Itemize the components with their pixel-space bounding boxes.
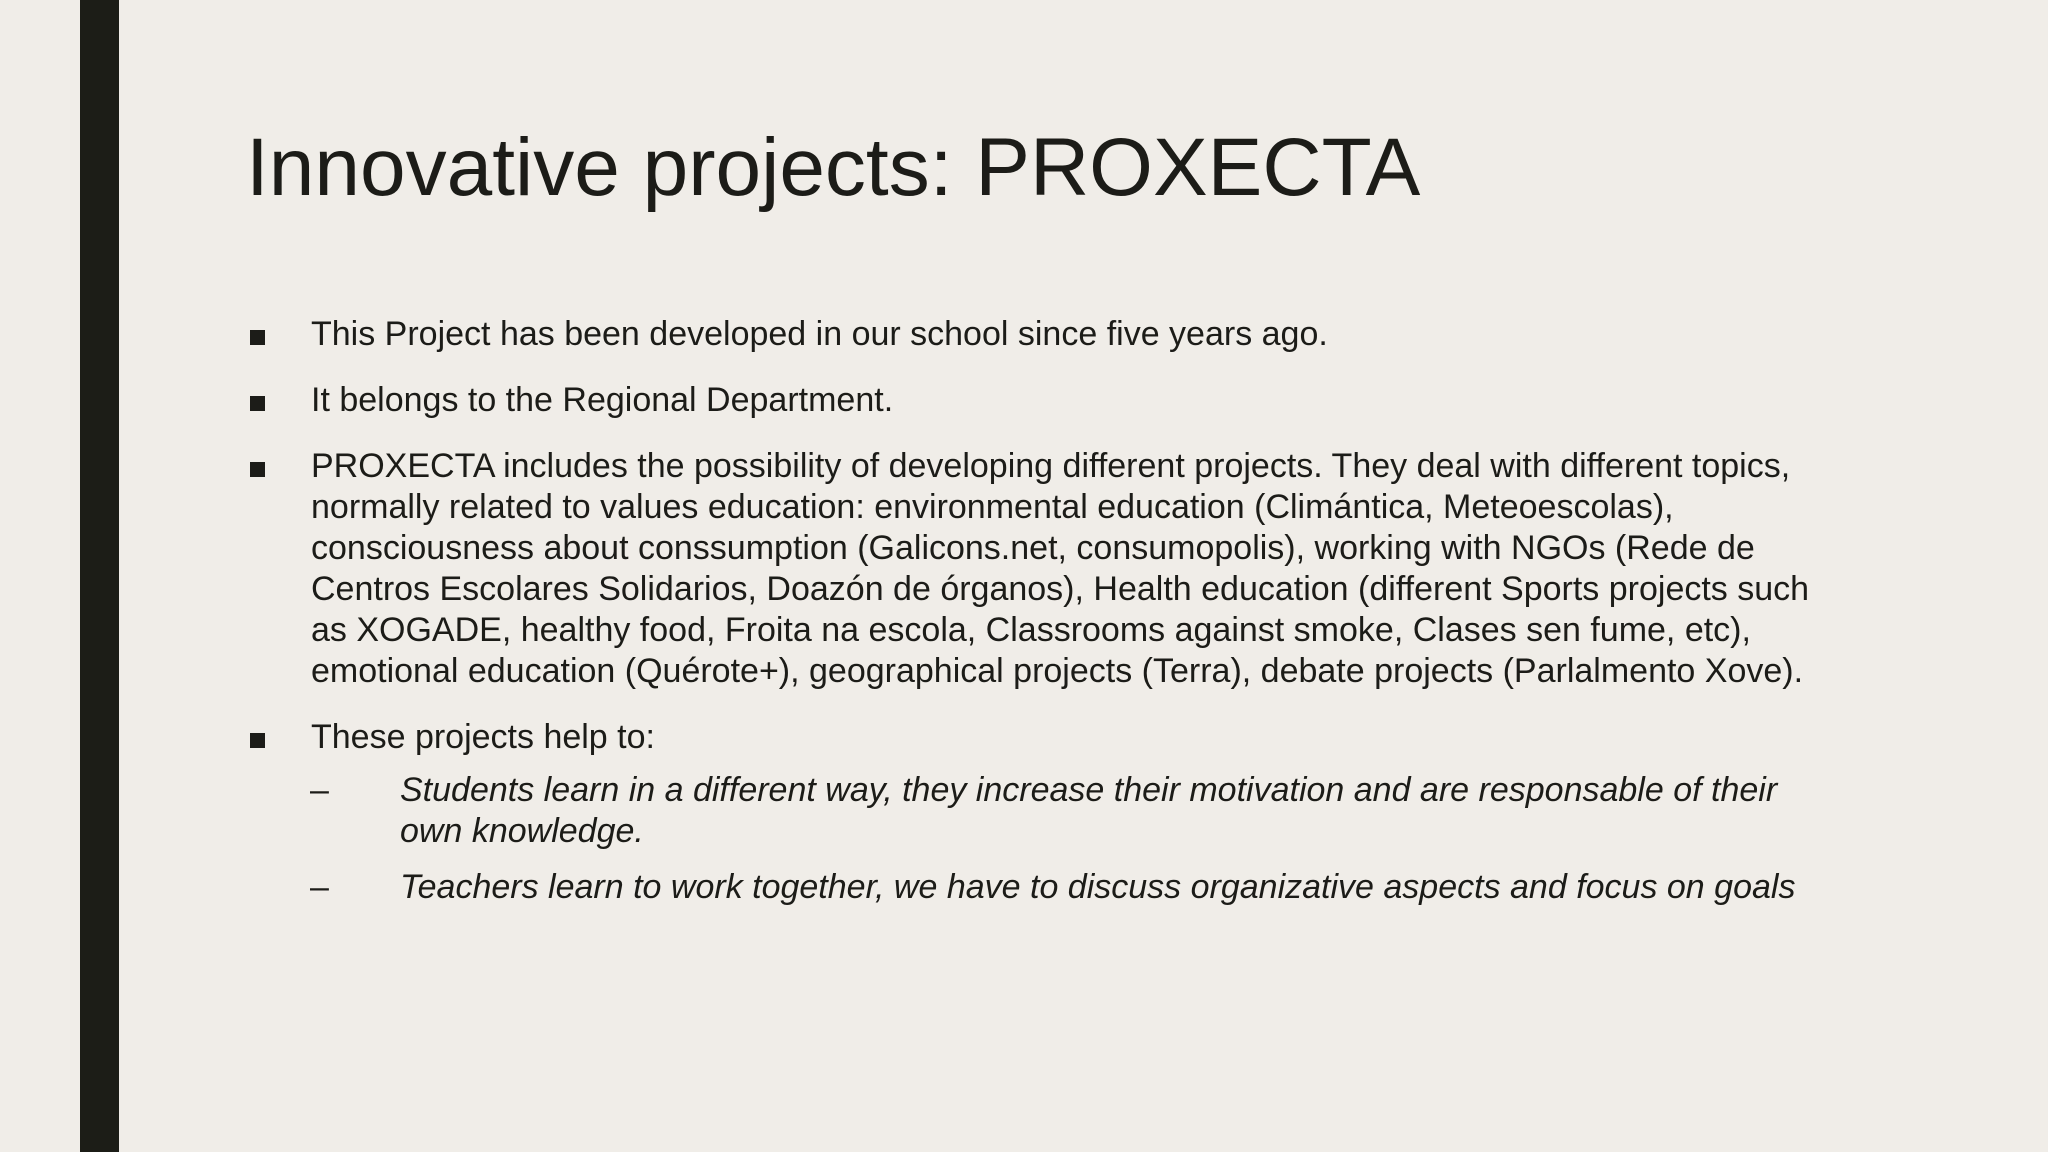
square-bullet-icon [250,733,265,748]
sub-bullet-text: Teachers learn to work together, we have to discuss organizative aspects and focus on goals [400,868,1796,906]
bullet-text: PROXECTA includes the possibility of developing different projects. They deal with different topics, normally related to values education: environmental education (Climántica, Meteoescolas), consciousness about conssumption (Galicons.net, consumopolis), working with NGOs (Rede de Centros Escolares Solidarios, Doazón de órganos), Health education (different Sports projects such as XOGADE, healthy food, Froita na escola, Classrooms against smoke, Clases sen fume, etc), emotional education (Quérote+), geographical projects (Terra), debate projects (Parlalmento Xove). [311,447,1810,690]
sub-bullet-list [311,770,1826,908]
bullet-item [246,380,1826,421]
slide-content [246,314,1826,933]
bullet-text: This Project has been developed in our school since five years ago. [311,315,1328,353]
bullet-item [246,446,1826,692]
square-bullet-icon [250,330,265,345]
sub-bullet-text: Students learn in a different way, they increase their motivation and are responsable of their own knowledge. [400,771,1778,850]
bullet-item [246,314,1826,355]
sub-bullet-item [311,867,1826,908]
sub-bullet-item [311,770,1826,852]
accent-bar [80,0,119,1152]
dash-bullet-icon: – [310,771,329,809]
bullet-item [246,717,1826,908]
square-bullet-icon [250,396,265,411]
square-bullet-icon [250,462,265,477]
dash-bullet-icon: – [310,868,329,906]
slide-title: Innovative projects: PROXECTA [246,122,1421,213]
bullet-text: It belongs to the Regional Department. [311,381,894,419]
bullet-text: These projects help to: [311,718,655,756]
